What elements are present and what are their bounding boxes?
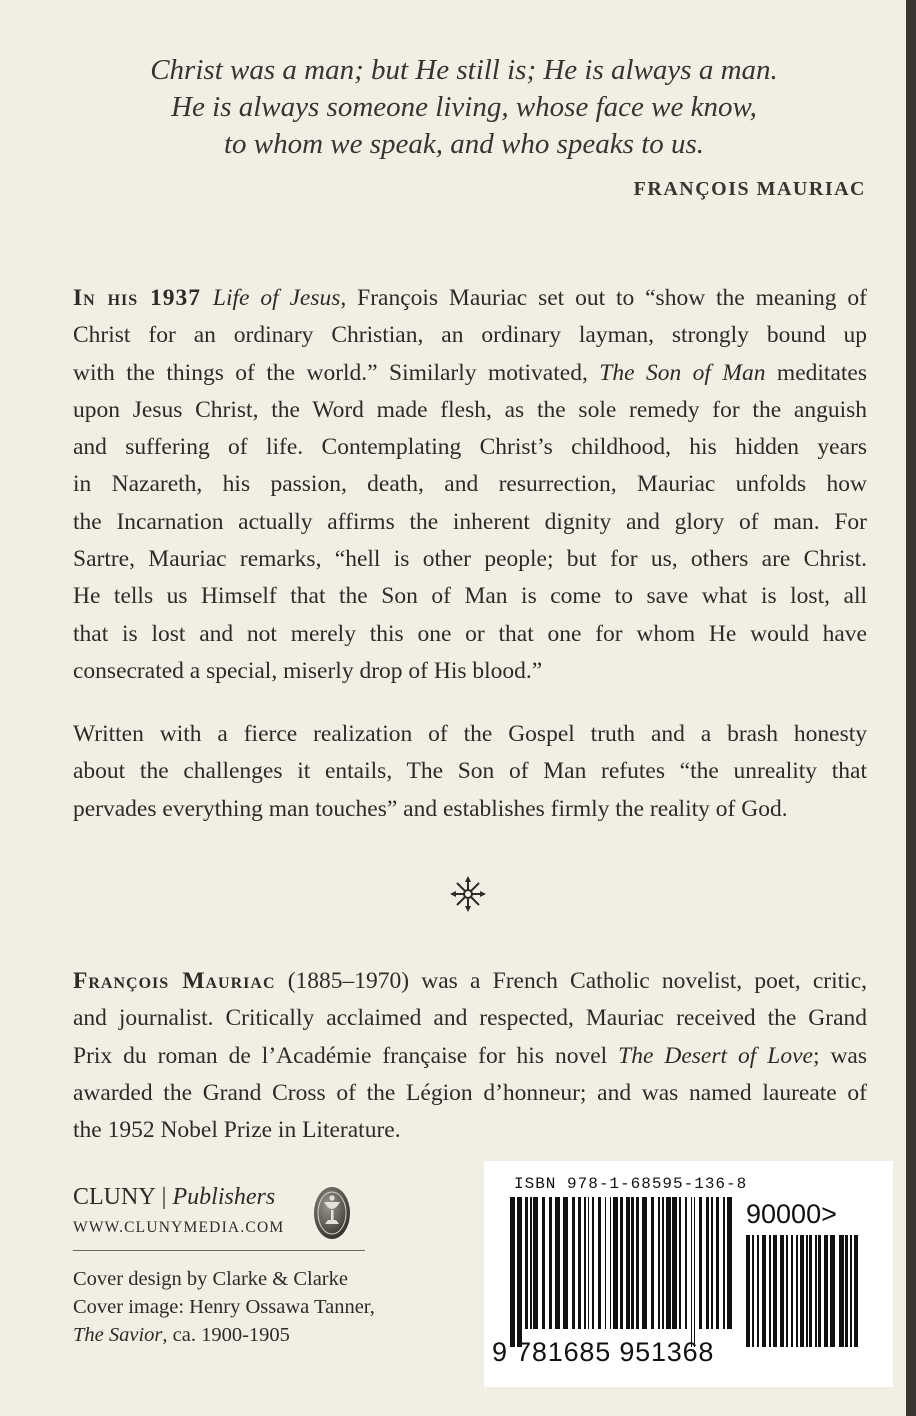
- blurb-text: , François Mauriac set out to “show the meaning of: [340, 285, 867, 311]
- barcode-bar: [592, 1197, 595, 1329]
- barcode-bar: [762, 1235, 766, 1347]
- barcode-bar: [815, 1235, 817, 1347]
- barcode-bar: [800, 1235, 804, 1347]
- barcode-bar: [830, 1235, 835, 1347]
- barcode-bar: [662, 1197, 665, 1329]
- barcode-panel: [484, 1161, 893, 1387]
- painting-date: , ca. 1900-1905: [162, 1324, 290, 1346]
- barcode-bar: [699, 1197, 703, 1329]
- bio-line: and journalist. Critically acclaimed and respected, Mauriac received the Grand: [73, 1005, 867, 1032]
- epigraph-line: He is always someone living, whose face we know,: [171, 91, 757, 123]
- book-title-life-of-jesus: Life of Jesus: [212, 285, 341, 311]
- blurb-paragraph-2: [73, 716, 867, 828]
- cover-credits: [73, 1265, 375, 1349]
- addon-barcode: [746, 1235, 862, 1365]
- blurb-line: that is lost and not merely this one or that one for whom He would have: [73, 620, 867, 647]
- barcode-bar: [666, 1197, 671, 1329]
- barcode-bar: [806, 1235, 808, 1347]
- publisher-name: [73, 1184, 275, 1211]
- barcode-bar: [578, 1197, 582, 1329]
- barcode-bar: [723, 1197, 726, 1329]
- blurb-paragraph-1: [73, 280, 867, 690]
- blurb-line: [73, 280, 867, 317]
- barcode-bar: [588, 1197, 590, 1329]
- barcode-bar: [642, 1197, 647, 1329]
- author-name-smallcaps: François Mauriac: [73, 968, 276, 994]
- barcode-bar: [711, 1197, 714, 1329]
- book-title-son-of-man: The Son of Man: [599, 359, 766, 386]
- barcode-bar: [605, 1197, 607, 1329]
- barcode-bar: [845, 1235, 848, 1347]
- barcode-bar: [555, 1197, 560, 1329]
- barcode-bar: [510, 1197, 515, 1347]
- barcode-bar: [769, 1235, 771, 1347]
- barcode-bar: [651, 1197, 655, 1329]
- barcode-bar: [791, 1235, 793, 1347]
- bio-line: awarded the Grand Cross of the Légion d’honneur; and was named laureate of: [73, 1079, 867, 1106]
- barcode-bar: [824, 1235, 828, 1347]
- barcode-bar: [525, 1197, 528, 1329]
- blurb-line: consecrated a special, miserly drop of His blood.”: [73, 657, 543, 684]
- barcode-bar: [549, 1197, 553, 1329]
- publisher-brand: CLUNY: [73, 1184, 156, 1210]
- barcode-bar: [598, 1197, 602, 1329]
- barcode-bar: [610, 1197, 612, 1329]
- price-code: 90000>: [746, 1199, 837, 1229]
- barcode-bar: [796, 1235, 798, 1347]
- barcode-bar: [780, 1235, 784, 1347]
- isbn-label: ISBN 978-1-68595-136-8: [514, 1175, 748, 1193]
- bio-text: ; was: [812, 1042, 867, 1069]
- barcode-bar: [563, 1197, 568, 1329]
- spine-edge: [906, 0, 916, 1416]
- barcode-bar: [685, 1197, 688, 1329]
- bio-text: (1885–1970) was a French Catholic novelist, poet, critic,: [275, 968, 868, 994]
- blurb-line: Sartre, Mauriac remarks, “hell is other people; but for us, others are Christ.: [73, 546, 867, 573]
- blurb-line: He tells us Himself that the Son of Man is come to save what is lost, all: [73, 583, 867, 610]
- bio-line: [73, 963, 867, 1000]
- barcode-bar: [818, 1235, 821, 1347]
- barcode-bar: [517, 1197, 522, 1347]
- barcode-bar: [533, 1197, 538, 1329]
- publisher-tag: Publishers: [172, 1184, 276, 1210]
- credit-image: Cover image: Henry Ossawa Tanner,: [73, 1296, 375, 1318]
- barcode-bar: [694, 1197, 696, 1347]
- barcode-bar: [706, 1197, 710, 1329]
- barcode-bar: [572, 1197, 576, 1329]
- ean13-barcode: [510, 1197, 732, 1347]
- blurb-line: Written with a fierce realization of the Gospel truth and a brash honesty: [73, 721, 867, 747]
- blurb-line: the Incarnation actually affirms the inherent dignity and glory of man. For: [73, 508, 867, 535]
- chalice-seal-icon: [313, 1186, 351, 1240]
- barcode-bar: [672, 1197, 677, 1329]
- barcode-bar: [636, 1197, 639, 1329]
- barcode-bar: [746, 1235, 750, 1347]
- publisher-separator: |: [161, 1184, 167, 1210]
- bio-line: [73, 1038, 867, 1075]
- barcode-bar: [809, 1235, 812, 1347]
- barcode-bar: [626, 1197, 630, 1329]
- publisher-website: WWW.CLUNYMEDIA.COM: [73, 1219, 285, 1236]
- barcode-bar: [691, 1197, 693, 1347]
- blurb-line: about the challenges it entails, The Son of Man refutes “the unreality that: [73, 758, 867, 785]
- epigraph-line: to whom we speak, and who speaks to us.: [223, 128, 705, 160]
- barcode-bar: [716, 1197, 720, 1329]
- epigraph-attribution: FRANÇOIS MAURIAC: [633, 178, 866, 200]
- painting-title: The Savior: [73, 1324, 163, 1346]
- blurb-line: in Nazareth, his passion, death, and resurrection, Mauriac unfolds how: [73, 471, 867, 498]
- barcode-bar: [727, 1197, 732, 1329]
- barcode-bar: [620, 1197, 623, 1329]
- blurb-lead-smallcaps: In his 1937: [73, 285, 213, 311]
- epigraph-quote: [60, 52, 868, 163]
- bio-line: the 1952 Nobel Prize in Literature.: [73, 1117, 401, 1144]
- ean-digits: 9 781685 951368: [492, 1337, 715, 1367]
- blurb-text: meditates: [765, 359, 867, 386]
- barcode-bar: [679, 1197, 682, 1329]
- barcode-bar: [542, 1197, 546, 1329]
- barcode-bar: [631, 1197, 634, 1329]
- credit-painting: [73, 1321, 375, 1349]
- ornament-icon: [448, 874, 488, 914]
- credit-design: Cover design by Clarke & Clarke: [73, 1268, 348, 1290]
- bio-text: Prix du roman de l’Académie française for his novel: [73, 1042, 619, 1069]
- barcode-bar: [854, 1235, 858, 1347]
- barcode-bar: [752, 1235, 754, 1347]
- barcode-bar: [773, 1235, 777, 1347]
- blurb-line: pervades everything man touches” and establishes firmly the reality of God.: [73, 795, 788, 822]
- barcode-bar: [530, 1197, 532, 1329]
- barcode-bar: [786, 1235, 788, 1347]
- barcode-bar: [658, 1197, 661, 1329]
- blurb-text: with the things of the world.” Similarly motivated,: [73, 359, 600, 386]
- barcode-bar: [850, 1235, 852, 1347]
- barcode-bar: [839, 1235, 844, 1347]
- barcode-bar: [757, 1235, 759, 1347]
- blurb-line: Christ for an ordinary Christian, an ordinary layman, strongly bound up: [73, 322, 867, 349]
- book-title-desert-of-love: The Desert of Love: [618, 1042, 813, 1069]
- epigraph-line: Christ was a man; but He still is; He is always a man.: [150, 54, 778, 86]
- barcode-bar: [613, 1197, 618, 1329]
- blurb-line: upon Jesus Christ, the Word made flesh, as the sole remedy for the anguish: [73, 396, 867, 423]
- blurb-line: [73, 355, 867, 392]
- author-bio: [73, 963, 867, 1149]
- barcode-bar: [584, 1197, 587, 1329]
- blurb-line: and suffering of life. Contemplating Christ’s childhood, his hidden years: [73, 434, 867, 461]
- divider: [73, 1250, 365, 1251]
